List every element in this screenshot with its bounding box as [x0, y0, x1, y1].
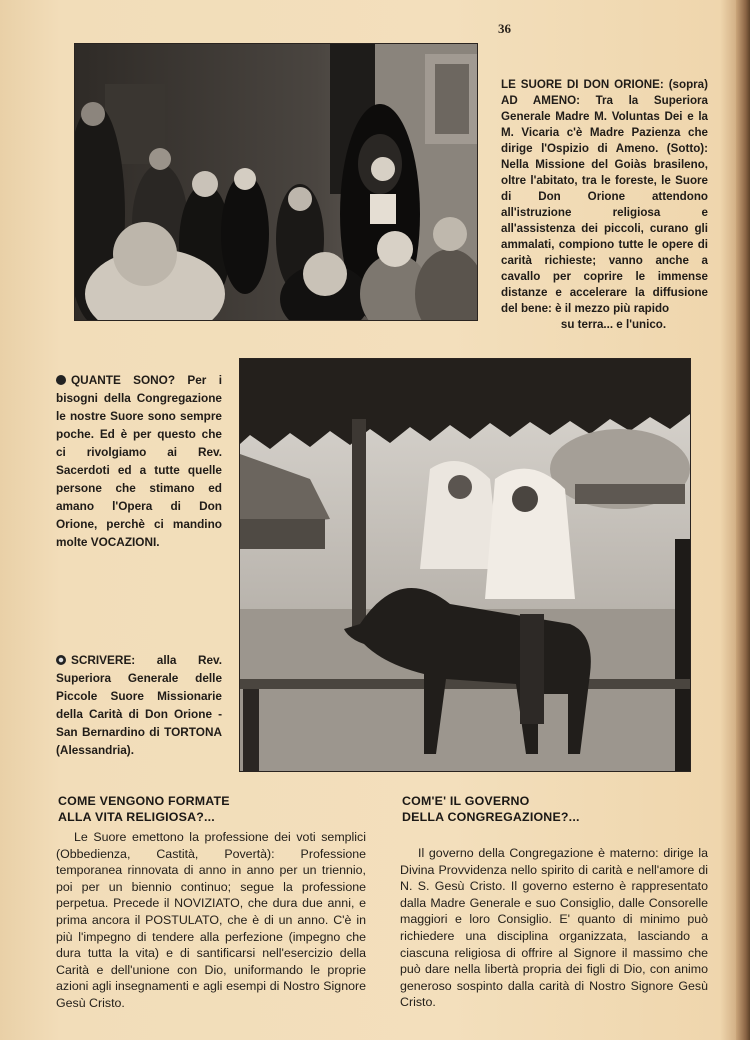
- side-box-scrivere: [56, 651, 222, 759]
- photo-nuns-ameno-image: [75, 44, 477, 320]
- right-heading-line-1: COM'E' IL GOVERNO: [402, 794, 530, 808]
- side-box-quante-sono: [56, 371, 222, 551]
- right-column-body: Il governo della Congregazione è materno: dirige la Divina Provvidenza nello spirito di carità e nell'amore di N. S. Gesù Cristo. Il governo esterno è rappresentato dalla Madre Generale e suo Consiglio, dalle Consorelle maggiori e loro Consiglio. E' quanto di minimo può richiedere una disciplina organizzata, lasciando a ciascuna religiosa di offrire al Signore il massimo che può dare nella libertà propria dei figli di Dio, con animo generoso sospinto dalla carità di Nostro Signore Gesù Cristo.: [400, 846, 708, 1010]
- caption-top-last-line: su terra... e l'unico.: [560, 318, 667, 331]
- page-edge: [736, 0, 750, 1040]
- photo-nuns-ameno: [74, 43, 478, 321]
- caption-top-text: LE SUORE DI DON ORIONE: (sopra) AD AMENO: Tra la Superiora Generale Madre M. Voluntas Dei e la M. Vicaria c'è Madre Pazienza che dirige l'Ospizio di Ameno. (Sotto): Nella Missione del Goiàs brasileno, oltre l'abitato, tra le foreste, le Suore di Don Orione attendono all'istruzione religiosa e all'assistenza dei piccoli, curano gli ammalati, compiono tutte le opere di carità richieste; vanno anche a cavallo per coprire le immense distanze e accelerare la diffusione del bene: è il mezzo più rapido: [501, 78, 708, 315]
- bullet-icon: [56, 655, 66, 665]
- photo-nuns-horseback: [239, 358, 691, 772]
- left-heading-line-2: ALLA VITA RELIGIOSA?...: [58, 810, 215, 824]
- right-heading-line-2: DELLA CONGREGAZIONE?...: [402, 810, 580, 824]
- left-heading-line-1: COME VENGONO FORMATE: [58, 794, 230, 808]
- photo-nuns-horseback-image: [240, 359, 690, 771]
- side-box-scrivere-text: SCRIVERE: alla Rev. Superiora Generale delle Piccole Suore Missionarie della Carità di Don Orione - San Bernardino di TORTONA (Alessandria).: [56, 653, 222, 757]
- left-column-heading: [58, 793, 358, 825]
- left-column-body: Le Suore emettono la professione dei voti semplici (Obbedienza, Castità, Povertà): Professione temporanea rinnovata di anno in anno per un triennio, poi per un biennio continuo; segue la professione perpetua. Precede il NOVIZIATO, che dura due anni, e prima ancora il POSTULATO, che è di un anno. C'è in più l'impegno di tendere alla perfezione (impegno che dura tutta la vita) e di santificarsi nell'esercizio della Carità e dell'unione con Dio, uniformando le proprie azioni agli insegnamenti e agli esempi di Nostro Signore Gesù Cristo.: [56, 830, 366, 1010]
- page-number: 36: [498, 21, 511, 36]
- side-box-quante-sono-text: QUANTE SONO? Per i bisogni della Congregazione le nostre Suore sono sempre poche. Ed è per questo che ci rivolgiamo ai Rev. Sacerdoti ed a tutte quelle persone che stimano ed amano l'Opera di Don Orione, perchè ci mandino molte VOCAZIONI.: [56, 373, 222, 549]
- right-column-heading: [402, 793, 702, 825]
- caption-top: [501, 77, 708, 333]
- bullet-icon: [56, 375, 66, 385]
